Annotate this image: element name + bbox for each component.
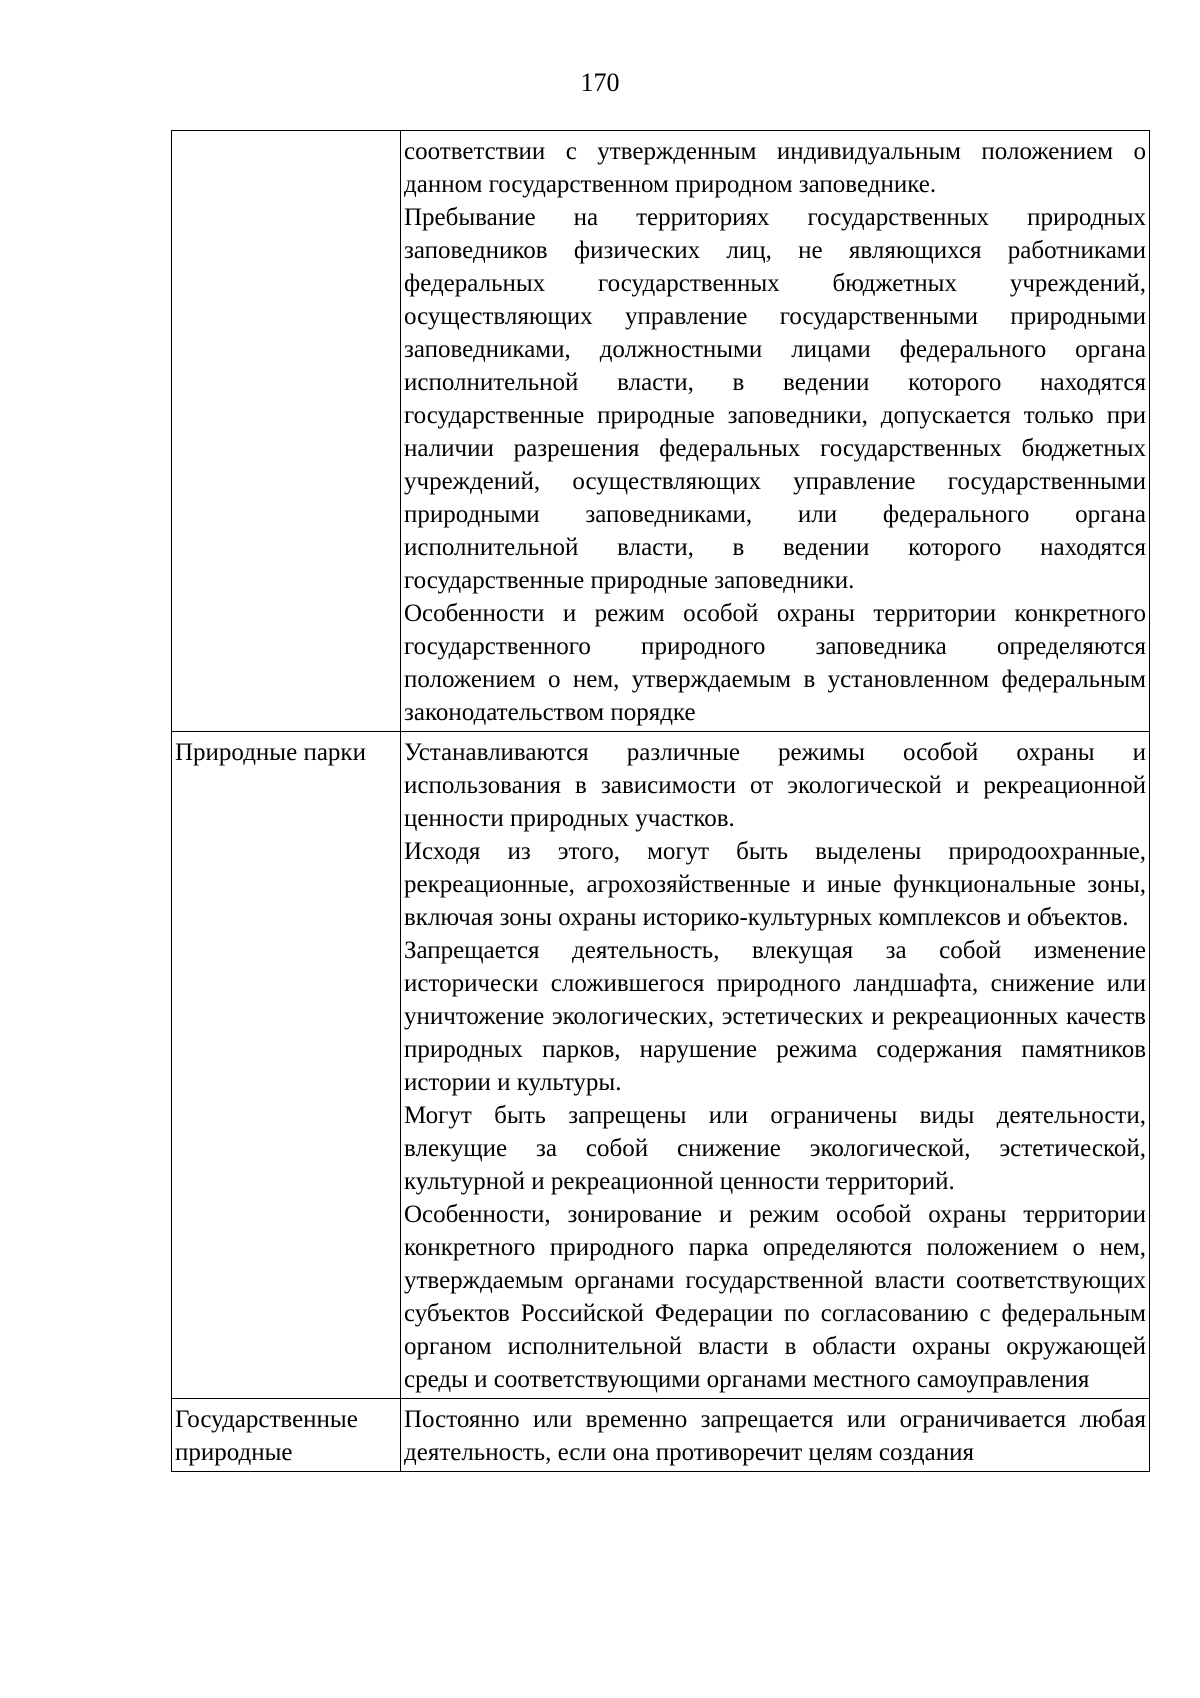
area-type-cell: Природные парки <box>172 732 401 1399</box>
description-paragraph: Устанавливаются различные режимы особой охраны и использования в зависимости от экологической и рекреационной ценности природных участков. <box>404 739 1146 832</box>
area-type-cell: Государственные природные <box>172 1399 401 1472</box>
regime-description-cell <box>401 1399 1150 1472</box>
regime-description-cell <box>401 732 1150 1399</box>
table-row <box>172 131 1150 732</box>
description-paragraph: Могут быть запрещены или ограничены виды деятельности, влекущие за собой снижение экологической, эстетической, культурной и рекреационной ценности территорий. <box>404 1102 1146 1195</box>
protected-areas-table <box>171 130 1150 1472</box>
regime-description-cell <box>401 131 1150 732</box>
description-paragraph: Особенности, зонирование и режим особой охраны территории конкретного природного парка определяются положением о нем, утверждаемым органами государственной власти соответствующих субъектов Российской Федерации по согласованию с федеральным органом исполнительной власти в области охраны окружающей среды и соответствующими органами местного самоуправления <box>404 1201 1146 1393</box>
page-number: 170 <box>580 68 620 97</box>
description-paragraph: Особенности и режим особой охраны территории конкретного государственного природного заповедника определяются положением о нем, утверждаемым в установленном федеральным законодательством порядке <box>404 600 1146 726</box>
description-paragraph: соответствии с утвержденным индивидуальным положением о данном государственном природном заповеднике. <box>404 138 1146 198</box>
description-paragraph: Пребывание на территориях государственных природных заповедников физических лиц, не являющихся работниками федеральных государственных бюджетных учреждений, осуществляющих управление государственными природными заповедниками, должностными лицами федерального органа исполнительной власти, в ведении которого находятся государственные природные заповедники, допускается только при наличии разрешения федеральных государственных бюджетных учреждений, осуществляющих управление государственными природными заповедниками, или федерального органа исполнительной власти, в ведении которого находятся государственные природные заповедники. <box>404 204 1146 594</box>
area-type-cell <box>172 131 401 732</box>
description-paragraph: Исходя из этого, могут быть выделены природоохранные, рекреационные, агрохозяйственные и иные функциональные зоны, включая зоны охраны историко-культурных комплексов и объектов. <box>404 838 1146 931</box>
table-row <box>172 1399 1150 1472</box>
table-row <box>172 732 1150 1399</box>
description-paragraph: Запрещается деятельность, влекущая за собой изменение исторически сложившегося природного ландшафта, снижение или уничтожение экологических, эстетических и рекреационных качеств природных парков, нарушение режима содержания памятников истории и культуры. <box>404 937 1146 1096</box>
description-paragraph: Постоянно или временно запрещается или ограничивается любая деятельность, если она противоречит целям создания <box>404 1406 1146 1466</box>
